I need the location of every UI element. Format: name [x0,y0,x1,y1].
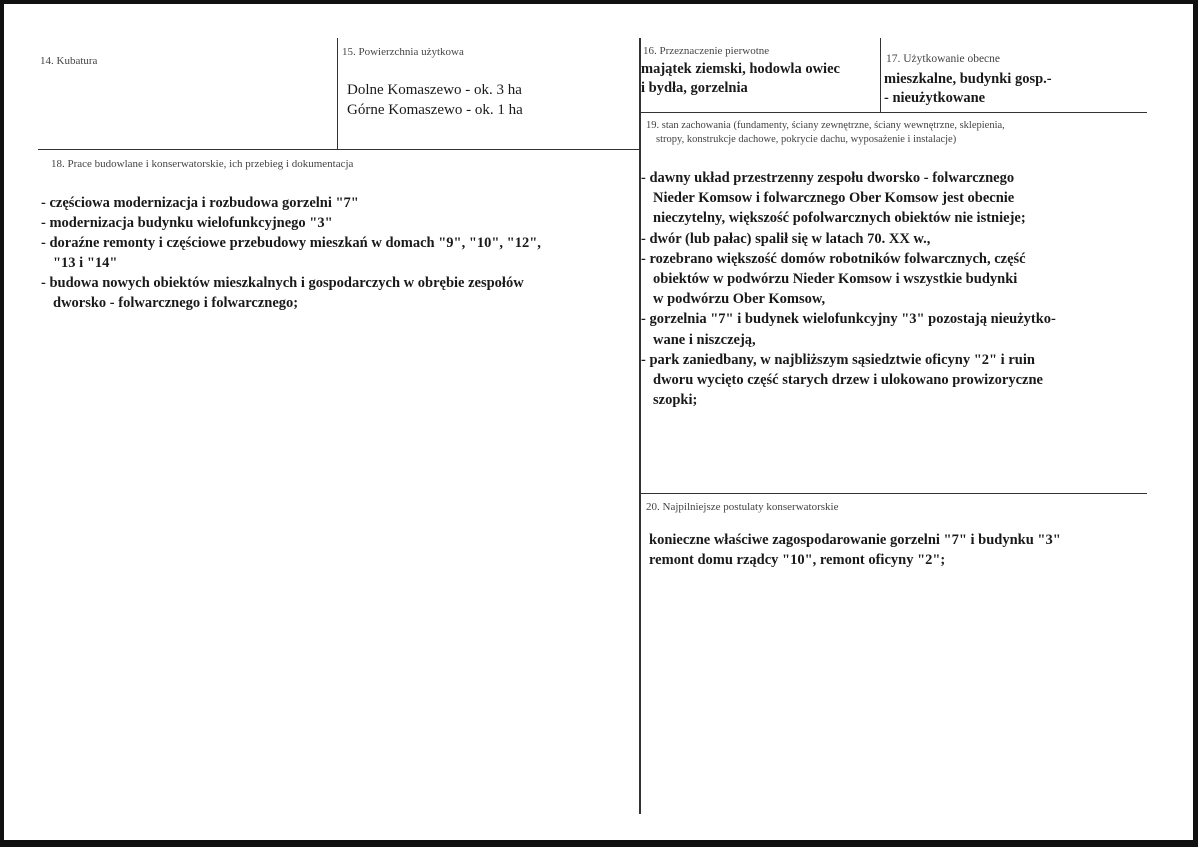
cell-19-line: - park zaniedbany, w najbliższym sąsiedztwie oficyny "2" i ruin [641,351,1035,368]
cell-19-label-line: 19. stan zachowania (fundamenty, ściany zewnętrzne, ściany wewnętrzne, sklepienia, [646,120,1005,131]
cell-16-line: i bydła, gorzelnia [641,80,748,96]
cell-17-content [884,70,1052,108]
cell-16-label: 16. Przeznaczenie pierwotne [643,45,770,57]
cell-18-line: "13 i "14" [53,255,118,271]
cell-17-line: mieszkalne, budynki gosp.- [884,71,1052,87]
cell-20-label: 20. Najpilniejsze postulaty konserwatorskie [646,501,839,513]
cell-15-label: 15. Powierzchnia użytkowa [342,46,464,58]
cell-19-line: - dwór (lub pałac) spalił się w latach 70. XX w., [641,230,931,247]
divider-v-main [639,38,641,814]
divider-v-16-17 [880,38,881,112]
cell-14-label: 14. Kubatura [40,55,98,67]
cell-20-line: remont domu rządcy "10", remont oficyny "2"; [649,552,946,568]
cell-16-line: majątek ziemski, hodowla owiec [641,61,840,77]
cell-19-line: dworu wycięto część starych drzew i ulokowano prowizoryczne [653,372,1043,389]
cell-19-label [646,119,1005,147]
cell-18-label: 18. Prace budowlane i konserwatorskie, ich przebieg i dokumentacja [51,158,354,170]
cell-15-content [347,80,523,120]
cell-19-line: wane i niszczeją, [653,331,756,348]
divider-h-right-top [640,112,1147,113]
cell-19-line: nieczytelny, większość pofolwarcznych obiektów nie istnieje; [653,210,1026,227]
cell-20-content [649,530,1061,570]
cell-19-line: obiektów w podwórzu Nieder Komsow i wszystkie budynki [653,271,1018,288]
cell-20-line: konieczne właściwe zagospodarowanie gorzelni "7" i budynku "3" [649,532,1061,548]
cell-18-line: dworsko - folwarcznego i folwarcznego; [53,295,299,311]
cell-18-line: - doraźne remonty i częściowe przebudowy mieszkań w domach "9", "10", "12", [41,235,541,251]
cell-16-content [641,60,840,98]
cell-19-content [641,168,1056,410]
cell-19-line: - gorzelnia "7" i budynek wielofunkcyjny "3" pozostają nieużytko- [641,311,1056,328]
cell-19-line: - rozebrano większość domów robotników folwarcznych, część [641,250,1026,267]
cell-19-line: szopki; [653,392,698,409]
cell-17-label: 17. Użytkowanie obecne [886,53,1001,65]
cell-19-line: Nieder Komsow i folwarcznego Ober Komsow jest obecnie [653,190,1015,207]
cell-19-line: w podwórzu Ober Komsow, [653,291,826,308]
divider-h-left-top [38,149,640,150]
cell-18-line: - modernizacja budynku wielofunkcyjnego "3" [41,215,333,231]
divider-v-14-15 [337,38,338,150]
divider-h-right-mid [640,493,1147,494]
cell-18-line: - budowa nowych obiektów mieszkalnych i gospodarczych w obrębie zespołów [41,275,524,291]
cell-19-label-line: stropy, konstrukcje dachowe, pokrycie dachu, wyposażenie i instalacje) [656,134,957,145]
cell-15-line: Górne Komaszewo - ok. 1 ha [347,102,523,118]
cell-18-line: - częściowa modernizacja i rozbudowa gorzelni "7" [41,195,359,211]
cell-17-line: - nieużytkowane [884,90,986,106]
cell-15-line: Dolne Komaszewo - ok. 3 ha [347,82,522,98]
cell-18-content [41,193,541,313]
cell-19-line: - dawny układ przestrzenny zespołu dworsko - folwarcznego [641,170,1015,186]
